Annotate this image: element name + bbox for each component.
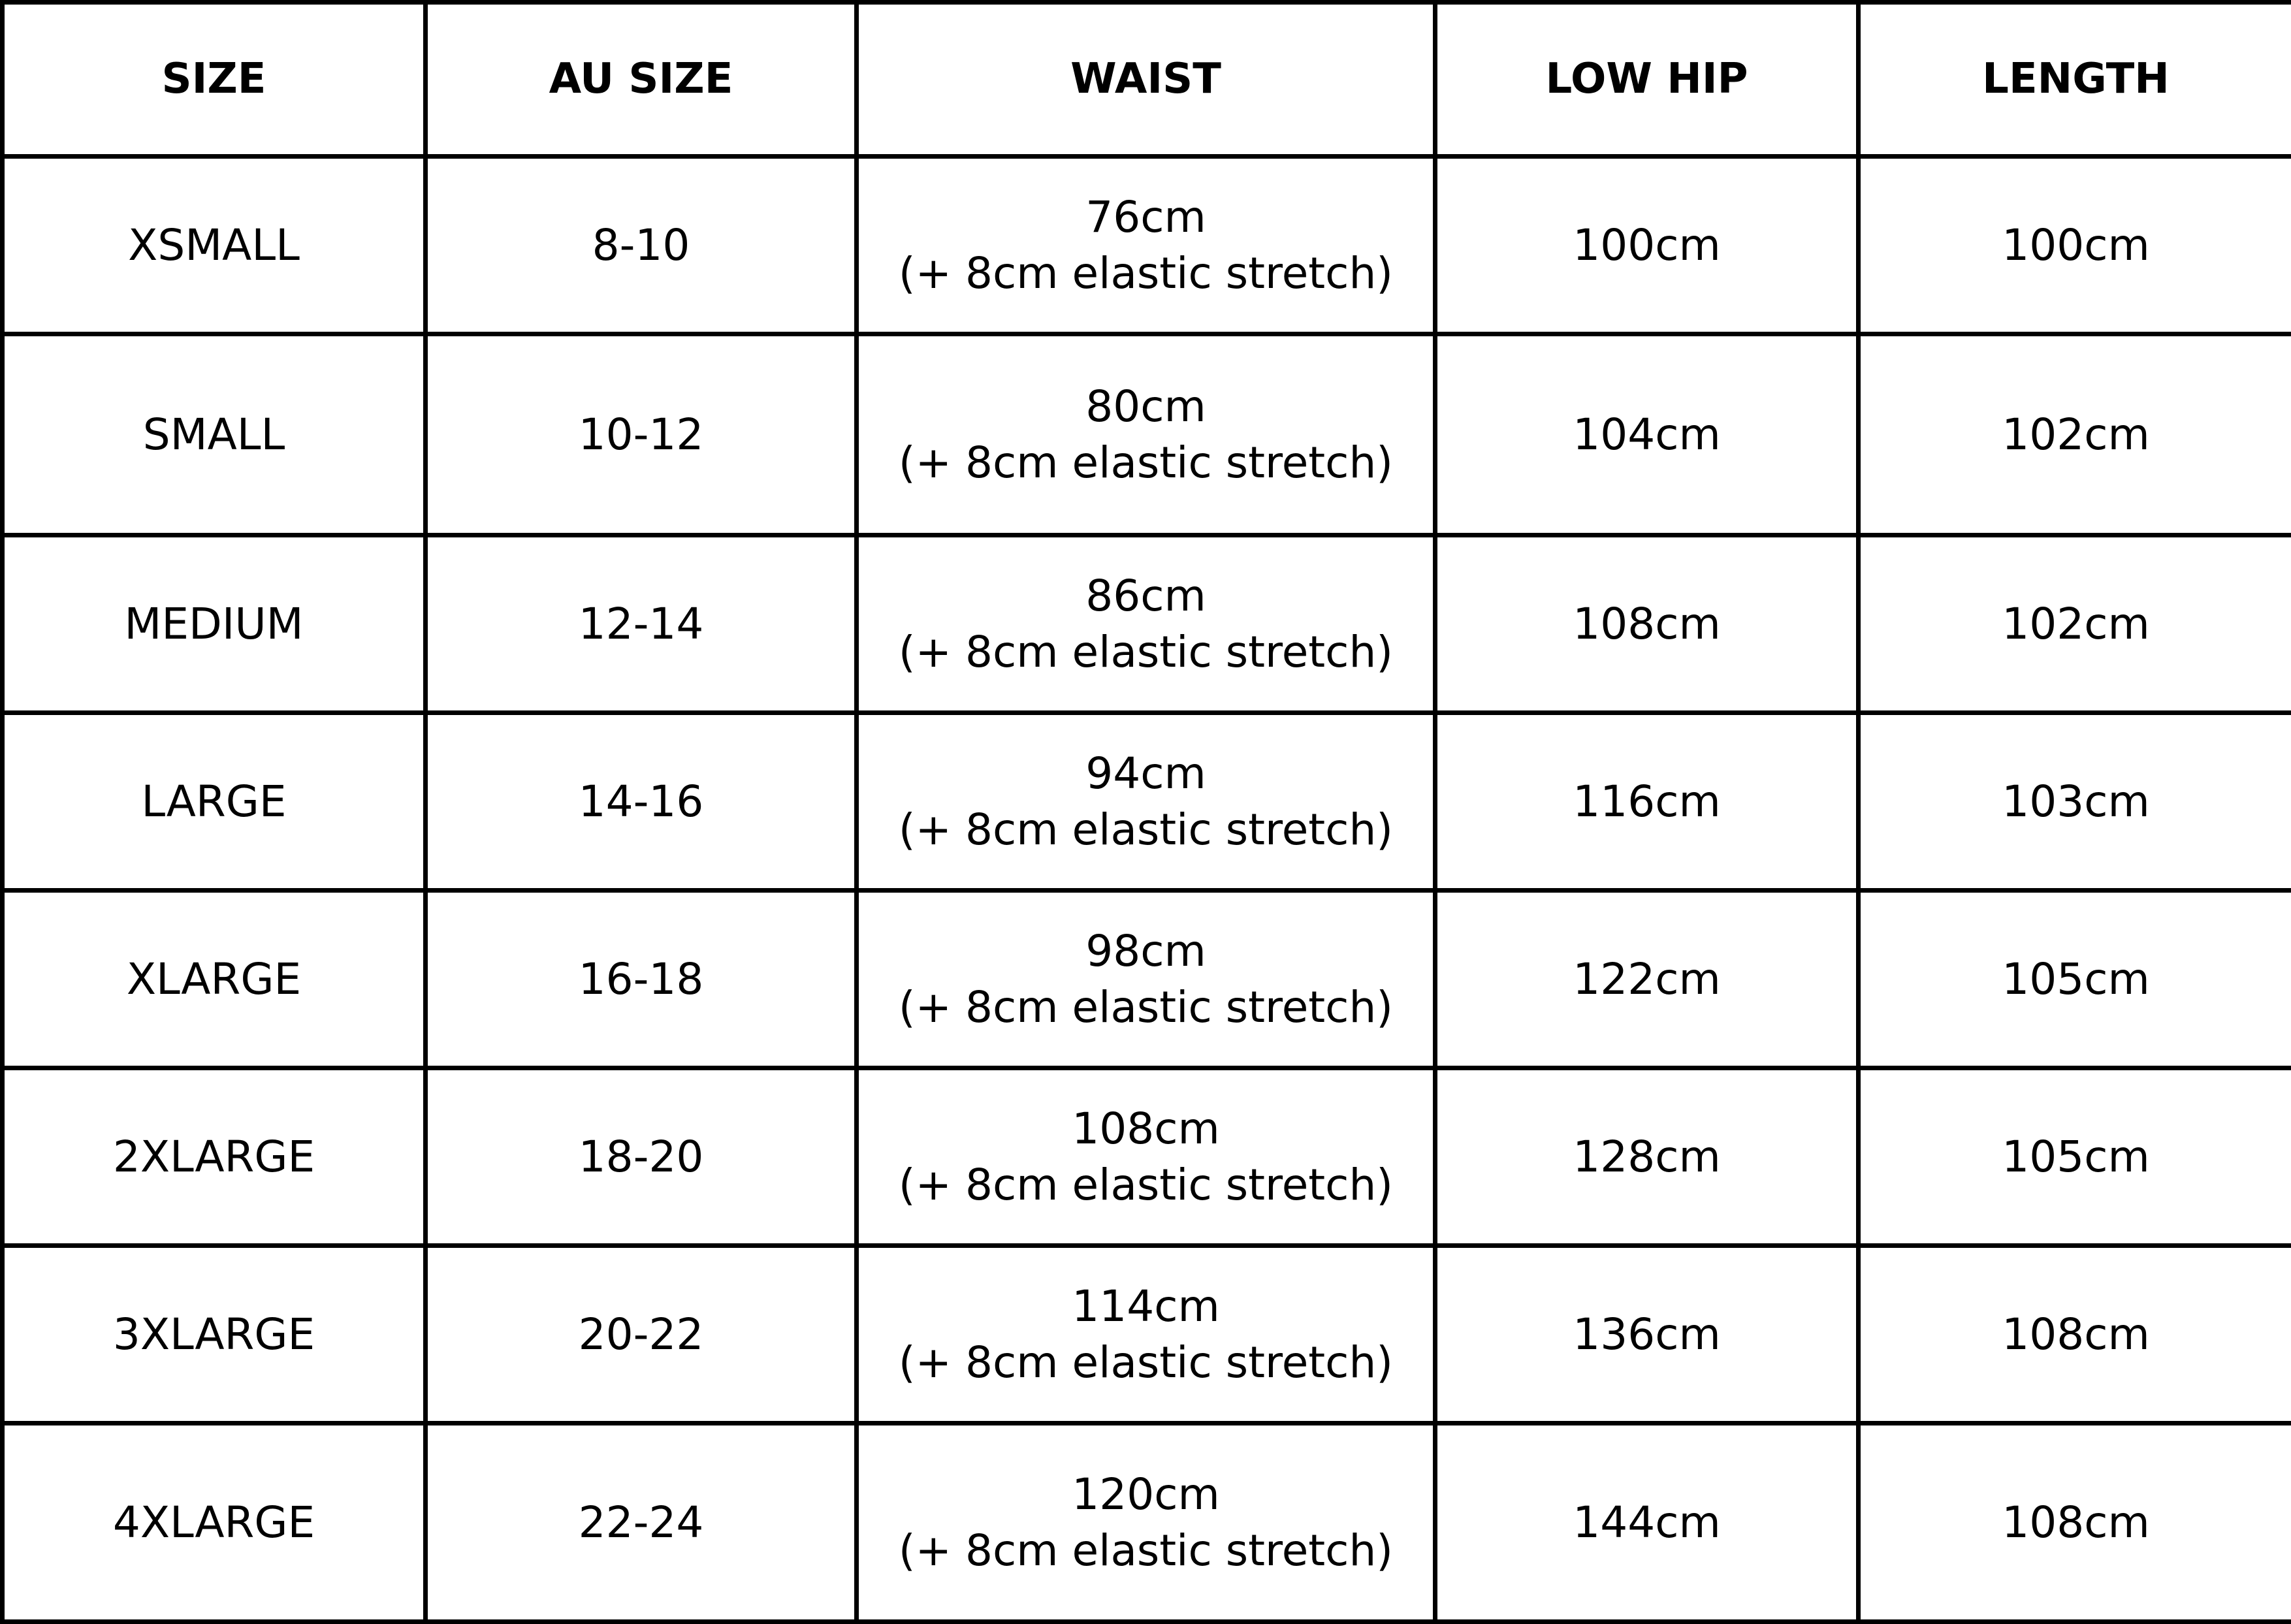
waist-value: 86cm [859, 568, 1433, 624]
cell-length: 103cm [1859, 713, 2291, 891]
waist-note: (+ 8cm elastic stretch) [859, 246, 1433, 302]
cell-au-size: 12-14 [426, 535, 857, 713]
cell-au-size: 10-12 [426, 334, 857, 535]
cell-waist [857, 535, 1435, 713]
cell-waist [857, 1424, 1435, 1622]
cell-waist [857, 1068, 1435, 1246]
table-row [3, 157, 2291, 334]
cell-au-size: 20-22 [426, 1246, 857, 1424]
cell-length: 100cm [1859, 157, 2291, 334]
waist-value: 94cm [859, 746, 1433, 802]
header-waist: WAIST [857, 3, 1435, 157]
cell-low-hip: 104cm [1435, 334, 1859, 535]
table-row [3, 535, 2291, 713]
cell-size: XLARGE [3, 891, 426, 1068]
table-row [3, 891, 2291, 1068]
table-header-row [3, 3, 2291, 157]
cell-au-size: 22-24 [426, 1424, 857, 1622]
cell-low-hip: 144cm [1435, 1424, 1859, 1622]
table-row [3, 1068, 2291, 1246]
cell-au-size: 18-20 [426, 1068, 857, 1246]
cell-size: SMALL [3, 334, 426, 535]
table-row [3, 1424, 2291, 1622]
cell-waist [857, 713, 1435, 891]
cell-size: 4XLARGE [3, 1424, 426, 1622]
table-row [3, 334, 2291, 535]
cell-length: 105cm [1859, 1068, 2291, 1246]
header-size: SIZE [3, 3, 426, 157]
cell-au-size: 14-16 [426, 713, 857, 891]
cell-length: 102cm [1859, 535, 2291, 713]
cell-waist [857, 157, 1435, 334]
cell-au-size: 16-18 [426, 891, 857, 1068]
cell-waist [857, 334, 1435, 535]
cell-au-size: 8-10 [426, 157, 857, 334]
waist-note: (+ 8cm elastic stretch) [859, 624, 1433, 680]
cell-waist [857, 891, 1435, 1068]
waist-value: 80cm [859, 379, 1433, 435]
cell-low-hip: 122cm [1435, 891, 1859, 1068]
waist-note: (+ 8cm elastic stretch) [859, 1523, 1433, 1579]
table-row [3, 1246, 2291, 1424]
waist-note: (+ 8cm elastic stretch) [859, 979, 1433, 1036]
cell-length: 102cm [1859, 334, 2291, 535]
cell-low-hip: 108cm [1435, 535, 1859, 713]
waist-note: (+ 8cm elastic stretch) [859, 435, 1433, 491]
waist-note: (+ 8cm elastic stretch) [859, 1157, 1433, 1213]
header-au-size: AU SIZE [426, 3, 857, 157]
cell-low-hip: 136cm [1435, 1246, 1859, 1424]
cell-low-hip: 100cm [1435, 157, 1859, 334]
cell-length: 105cm [1859, 891, 2291, 1068]
cell-size: 3XLARGE [3, 1246, 426, 1424]
waist-note: (+ 8cm elastic stretch) [859, 802, 1433, 858]
cell-low-hip: 128cm [1435, 1068, 1859, 1246]
waist-value: 76cm [859, 189, 1433, 246]
waist-value: 108cm [859, 1101, 1433, 1157]
cell-size: XSMALL [3, 157, 426, 334]
cell-size: MEDIUM [3, 535, 426, 713]
cell-low-hip: 116cm [1435, 713, 1859, 891]
waist-value: 120cm [859, 1467, 1433, 1523]
cell-size: LARGE [3, 713, 426, 891]
cell-size: 2XLARGE [3, 1068, 426, 1246]
cell-length: 108cm [1859, 1424, 2291, 1622]
table-row [3, 713, 2291, 891]
cell-waist [857, 1246, 1435, 1424]
header-low-hip: LOW HIP [1435, 3, 1859, 157]
cell-length: 108cm [1859, 1246, 2291, 1424]
waist-note: (+ 8cm elastic stretch) [859, 1335, 1433, 1391]
waist-value: 98cm [859, 923, 1433, 979]
waist-value: 114cm [859, 1279, 1433, 1335]
header-length: LENGTH [1859, 3, 2291, 157]
